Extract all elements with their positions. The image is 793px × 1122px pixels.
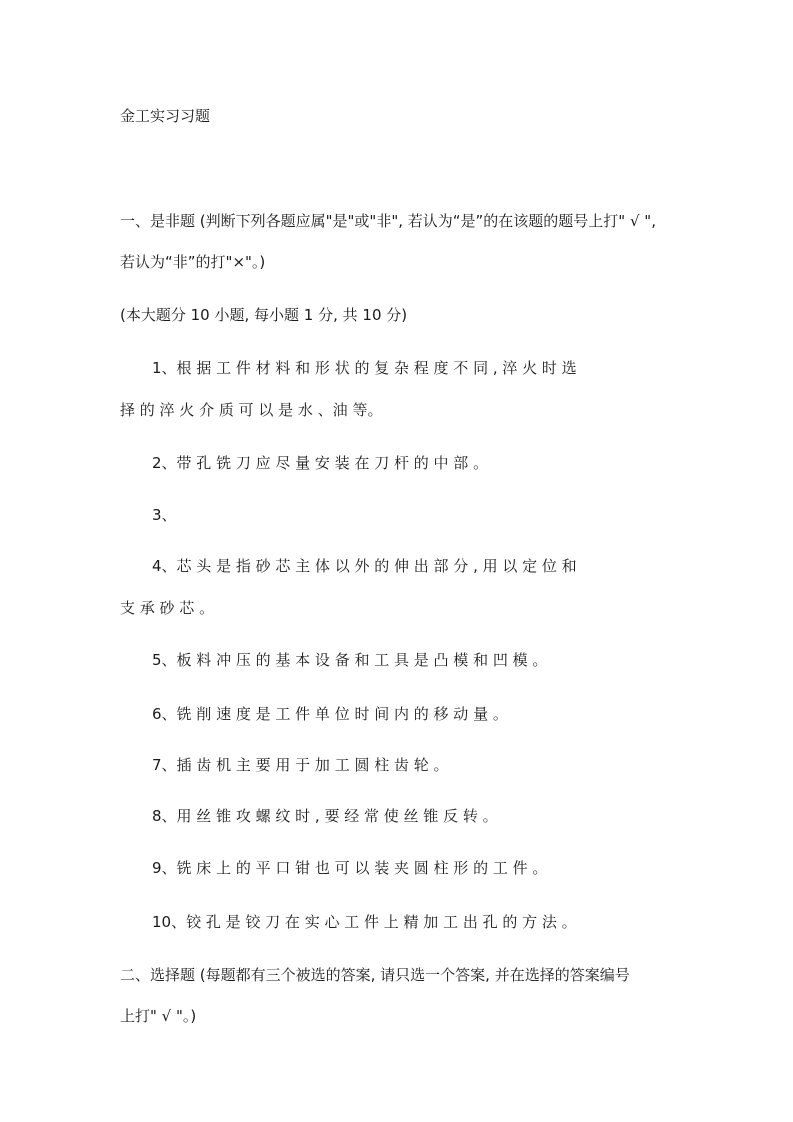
question-9: 9、铣 床 上 的 平 口 钳 也 可 以 装 夹 圆 柱 形 的 工 件 。	[152, 859, 548, 877]
question-4-line1: 4、芯 头 是 指 砂 芯 主 体 以 外 的 伸 出 部 分 , 用 以 定 位 和	[152, 557, 577, 575]
question-8: 8、用 丝 锥 攻 螺 纹 时 , 要 经 常 使 丝 锥 反 转 。	[152, 807, 498, 825]
question-7: 7、插 齿 机 主 要 用 于 加 工 圆 柱 齿 轮 。	[152, 756, 449, 774]
document-title: 金工实习习题	[120, 107, 211, 125]
question-1-line2: 择 的 淬 火 介 质 可 以 是 水 、油 等。	[120, 401, 383, 419]
section1-heading-line2: 若认为“非”的打"×"。)	[120, 253, 266, 271]
section2-heading-line1: 二、选择题 (每题都有三个被选的答案, 请只选一个答案, 并在选择的答案编号	[120, 966, 630, 984]
question-3: 3、	[152, 506, 177, 524]
question-5: 5、板 料 冲 压 的 基 本 设 备 和 工 具 是 凸 模 和 凹 模 。	[152, 651, 548, 669]
question-2: 2、带 孔 铣 刀 应 尽 量 安 装 在 刀 杆 的 中 部 。	[152, 454, 489, 472]
question-6: 6、铣 削 速 度 是 工 件 单 位 时 间 内 的 移 动 量 。	[152, 705, 508, 723]
section1-heading-line1: 一、是非题 (判断下列各题应属"是"或"非", 若认为“是”的在该题的题号上打" √ ",	[120, 212, 656, 230]
question-10: 10、铰 孔 是 铰 刀 在 实 心 工 件 上 精 加 工 出 孔 的 方 法 。	[152, 913, 577, 931]
question-1-line1: 1、根 据 工 件 材 料 和 形 状 的 复 杂 程 度 不 同 , 淬 火 时 选	[152, 359, 577, 377]
question-4-line2: 支 承 砂 芯 。	[120, 599, 215, 617]
section2-heading-line2: 上打" √ "。)	[120, 1007, 197, 1025]
section1-score-note: (本大题分 10 小题, 每小题 1 分, 共 10 分)	[120, 306, 408, 324]
